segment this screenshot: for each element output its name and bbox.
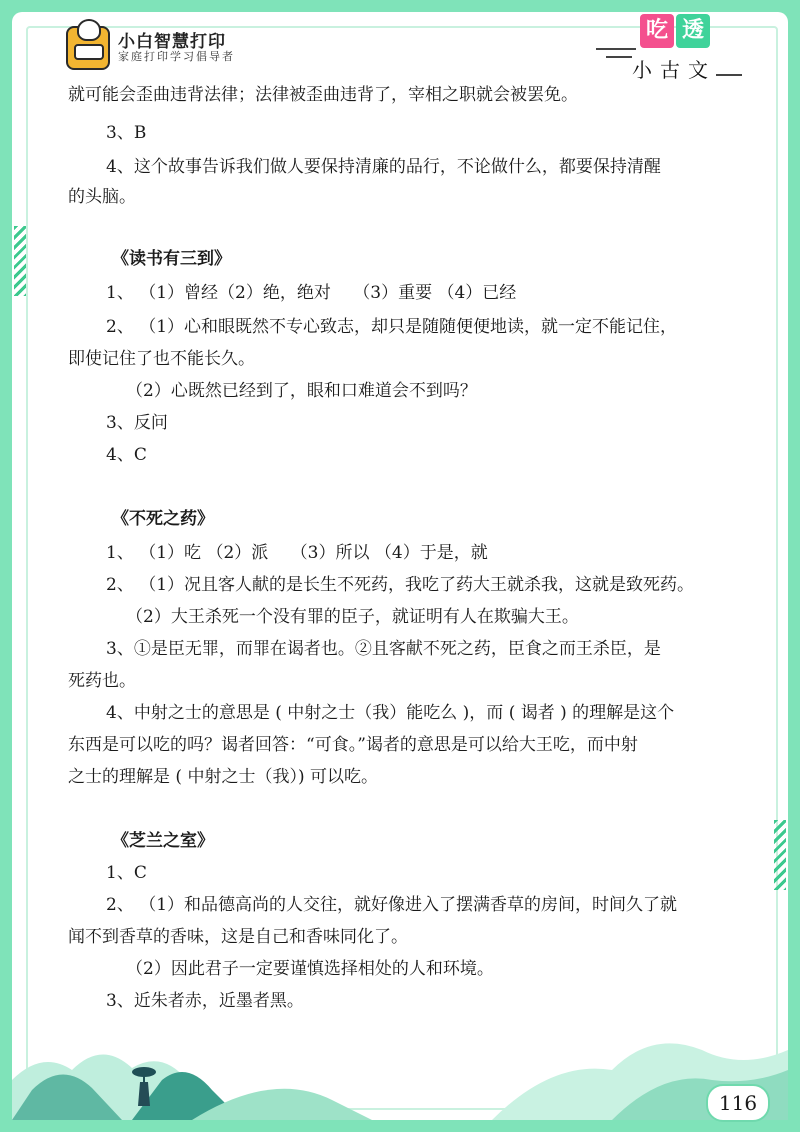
mountain-landscape-decoration — [12, 1010, 788, 1120]
text-line: 4、中射之士的意思是 ( 中射之士（我）能吃么 )，而 ( 谒者 ) 的理解是这个 — [106, 703, 675, 723]
section-title: 《不死之药》 — [112, 509, 214, 529]
text-line: 2、 （1）况且客人献的是长生不死药，我吃了药大王就杀我，这就是致死药。 — [106, 575, 695, 595]
text-line: 就可能会歪曲违背法律；法律被歪曲违背了，宰相之职就会被罢免。 — [68, 85, 578, 105]
logo-dog-icon — [66, 26, 110, 70]
right-stripe-decoration — [774, 820, 786, 890]
logo — [66, 26, 235, 70]
section-title: 《芝兰之室》 — [112, 831, 214, 851]
text-line: 1、 （1）曾经（2）绝，绝对 （3）重要 （4）已经 — [106, 283, 517, 303]
text-line: 2、 （1）心和眼既然不专心致志，却只是随随便便地读，就一定不能记住， — [106, 317, 678, 337]
text-line: 死药也。 — [68, 671, 136, 691]
badge-decoration-line — [596, 48, 636, 50]
left-stripe-decoration — [14, 226, 26, 296]
text-line: 之士的理解是 ( 中射之士（我）) 可以吃。 — [68, 767, 378, 787]
text-line: 3、近朱者赤，近墨者黑。 — [106, 991, 304, 1011]
logo-slogan: 家庭打印学习倡导者 — [118, 50, 235, 64]
badge-decoration-line — [716, 74, 742, 76]
text-line: 2、 （1）和品德高尚的人交往，就好像进入了摆满香草的房间，时间久了就 — [106, 895, 678, 915]
badge-subtitle: 小古文 — [632, 58, 716, 82]
badge-decoration-line — [606, 56, 632, 58]
text-line: 3、①是臣无罪，而罪在谒者也。②且客献不死之药，臣食之而王杀臣，是 — [106, 639, 661, 659]
text-line: 3、B — [106, 123, 147, 143]
text-line: 的头脑。 — [68, 187, 136, 207]
logo-name: 小白智慧打印 — [118, 31, 226, 52]
text-line: 3、反问 — [106, 413, 168, 433]
text-line: 1、C — [106, 863, 147, 883]
badge-chi: 吃 — [640, 14, 674, 48]
section-title: 《读书有三到》 — [112, 249, 231, 269]
text-line: 4、C — [106, 445, 147, 465]
text-line: 闻不到香草的香味，这是自己和香味同化了。 — [68, 927, 408, 947]
text-line: （2）心既然已经到了，眼和口难道会不到吗？ — [126, 381, 477, 401]
badge-tou: 透 — [676, 14, 710, 48]
text-line: 1、 （1）吃 （2）派 （3）所以 （4）于是，就 — [106, 543, 488, 563]
text-line: （2）因此君子一定要谨慎选择相处的人和环境。 — [126, 959, 494, 979]
text-line: 4、这个故事告诉我们做人要保持清廉的品行，不论做什么，都要保持清醒 — [106, 157, 661, 177]
text-line: （2）大王杀死一个没有罪的臣子，就证明有人在欺骗大王。 — [126, 607, 579, 627]
page-number: 116 — [706, 1084, 770, 1122]
text-line: 东西是可以吃的吗？谒者回答：“可食。”谒者的意思是可以给大王吃，而中射 — [68, 735, 638, 755]
text-line: 即使记住了也不能长久。 — [68, 349, 255, 369]
series-badge — [596, 14, 746, 80]
